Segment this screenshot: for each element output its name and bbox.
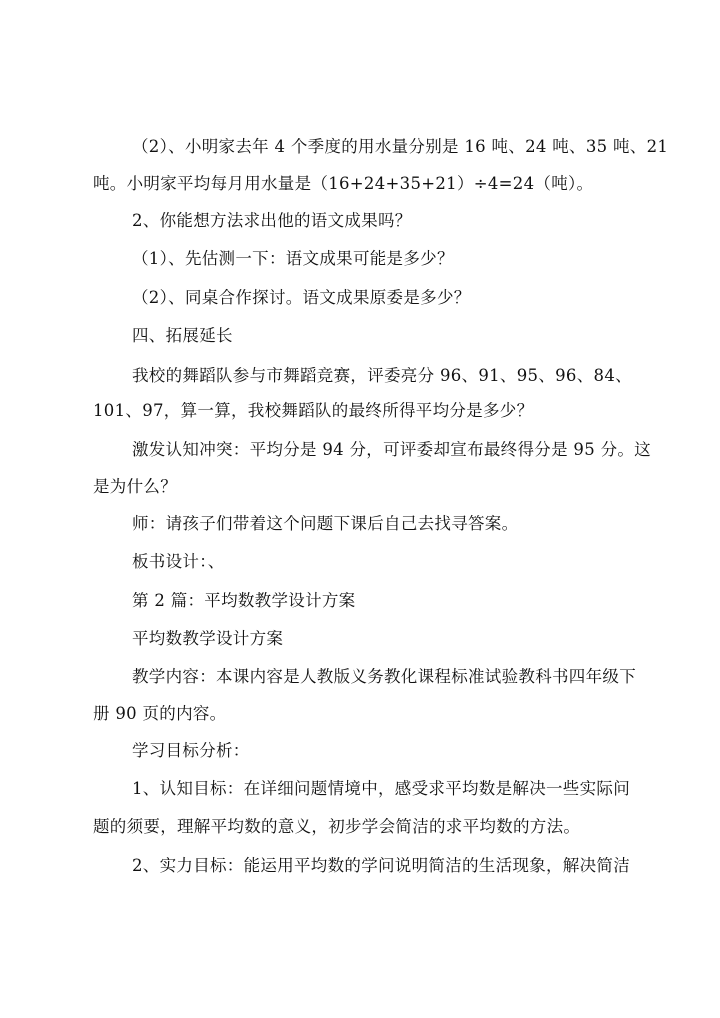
text-line: 激发认知冲突：平均分是 94 分，可评委却宣布最终得分是 95 分。这 (132, 440, 651, 459)
text-line: 学习目标分析： (132, 741, 250, 760)
text-line: 板书设计：、 (132, 552, 225, 571)
document-title: 平均数教学设计方案 (132, 629, 284, 648)
text-line: 教学内容：本课内容是人教版义务教化课程标准试验教科书四年级下 (132, 667, 636, 686)
text-line: 是为什么？ (93, 477, 177, 496)
text-line: 我校的舞蹈队参与市舞蹈竞赛，评委亮分 96、91、95、96、84、 (132, 366, 632, 385)
text-line: （1）、先估测一下：语文成果可能是多少？ (132, 249, 454, 268)
text-line: 101、97，算一算，我校舞蹈队的最终所得平均分是多少？ (93, 401, 534, 420)
text-line: 题的须要，理解平均数的意义，初步学会简洁的求平均数的方法。 (93, 817, 581, 836)
text-line: 册 90 页的内容。 (93, 704, 227, 723)
text-line: 师：请孩子们带着这个问题下课后自己去找寻答案。 (132, 514, 519, 533)
text-line: 2、你能想方法求出他的语文成果吗？ (132, 211, 412, 230)
section-heading: 第 2 篇：平均数教学设计方案 (132, 591, 356, 610)
section-heading: 四、拓展延长 (132, 326, 233, 345)
text-line: （2）、同桌合作探讨。语文成果原委是多少？ (132, 288, 471, 307)
text-line: 2、实力目标：能运用平均数的学问说明简洁的生活现象，解决简洁 (132, 856, 630, 875)
text-line: 吨。小明家平均每月用水量是（16+24+35+21）÷4=24（吨）。 (93, 174, 594, 193)
text-line: 1、认知目标：在详细问题情境中，感受求平均数是解决一些实际问 (132, 779, 630, 798)
text-line: （2）、小明家去年 4 个季度的用水量分别是 16 吨、24 吨、35 吨、21 (132, 137, 669, 156)
